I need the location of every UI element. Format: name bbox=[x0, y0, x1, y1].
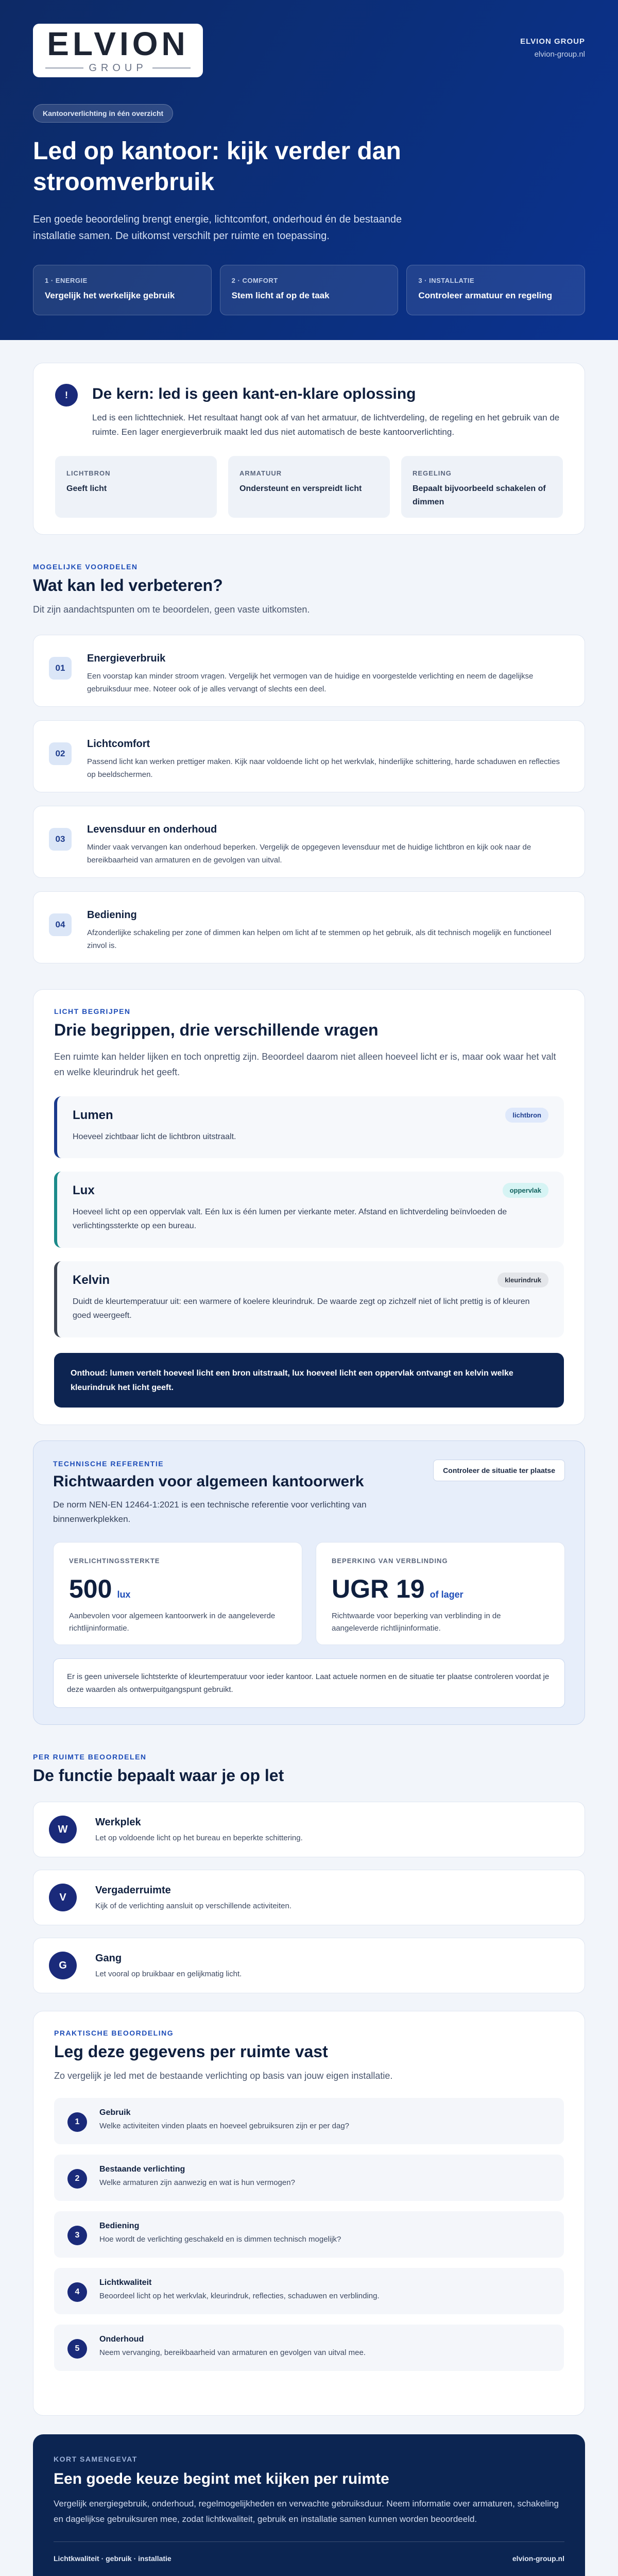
benefit-text: Afzonderlijke schakeling per zone of dimmen kan helpen om licht af te stemmen op het gebruik, als dit technisch mogelijk en functioneel zinvol is. bbox=[87, 928, 552, 950]
page-title: Led op kantoor: kijk verder dan stroomverbruik bbox=[33, 138, 401, 196]
techref-subtitle: De norm NEN-EN 12464-1:2021 is een technische referentie voor verlichting van binnenwerkplekken. bbox=[53, 1500, 367, 1524]
step-text: Hoe wordt de verlichting geschakeld en is dimmen technisch mogelijk? bbox=[99, 2235, 341, 2244]
section-subtitle: Dit zijn aandachtspunten om te beoordelen, geen vaste uitkomsten. bbox=[33, 604, 310, 615]
hero-card-label: 1 · ENERGIE bbox=[45, 277, 88, 284]
summary-text: Vergelijk energiegebruik, onderhoud, regelmogelijkheden en verwachte gebruiksduur. Neem informatie over armaturen, schakeling en dagelijkse gebruiksuren mee, zodat lichtkwaliteit, gebruik en installatie samen kunnen worden beoordeeld. bbox=[54, 2499, 559, 2524]
techref-section bbox=[33, 1440, 585, 1725]
room-text: Let vooral op bruikbaar en gelijkmatig licht. bbox=[95, 1970, 242, 1978]
benefit-number: 04 bbox=[49, 913, 72, 936]
section-tag: PER RUIMTE BEOORDELEN bbox=[33, 1753, 147, 1761]
concept-lumen bbox=[54, 1096, 564, 1158]
section-subtitle: Een ruimte kan helder lijken en toch onprettig zijn. Beoordeel daarom niet alleen hoeveel licht er is, maar ook waar het valt en welke kleurindruk het geeft. bbox=[54, 1052, 556, 1077]
logo-line-right bbox=[152, 67, 191, 69]
summary-divider bbox=[54, 2541, 564, 2542]
techref-card-lux bbox=[53, 1542, 302, 1645]
concept-title: Lux bbox=[73, 1183, 95, 1197]
room-text: Kijk of de verlichting aansluit op verschillende activiteiten. bbox=[95, 1902, 292, 1910]
benefit-title: Levensduur en onderhoud bbox=[87, 824, 217, 835]
step-title: Gebruik bbox=[99, 2108, 131, 2117]
techref-note: Er is geen universele lichtsterkte of kleurtemperatuur voor ieder kantoor. Laat actuele normen en de situatie ter plaatse controleren voordat je deze waarden als ontwerpuitgangspunt gebruikt. bbox=[53, 1658, 565, 1708]
concept-tag: kleurindruk bbox=[497, 1273, 548, 1287]
core-box-text: Bepaalt bijvoorbeeld schakelen of dimmen bbox=[413, 484, 546, 506]
step-number: 1 bbox=[67, 2112, 87, 2132]
techref-card-unit: of lager bbox=[430, 1589, 464, 1600]
practical-item bbox=[54, 2325, 564, 2371]
room-item bbox=[33, 1870, 585, 1925]
core-text: Led is een lichttechniek. Het resultaat hangt ook af van het armatuur, de lichtverdeling, de regeling en het gebruik van de ruimte. Een lager energieverbruik maakt led dus niet automatisch de beste kantoorverlichting. bbox=[92, 413, 560, 437]
section-title: Drie begrippen, drie verschillende vragen bbox=[54, 1021, 379, 1039]
hero-card-installatie bbox=[406, 265, 585, 315]
section-title: Wat kan led verbeteren? bbox=[33, 576, 223, 595]
core-box-label: ARMATUUR bbox=[239, 469, 282, 477]
concept-title: Kelvin bbox=[73, 1273, 110, 1287]
core-boxes bbox=[55, 456, 563, 518]
core-box-armatuur bbox=[228, 456, 390, 518]
techref-cards bbox=[53, 1542, 565, 1645]
practical-section bbox=[33, 2011, 585, 2416]
concept-note: Onthoud: lumen vertelt hoeveel licht een bron uitstraalt, lux hoeveel licht een oppervlak ontvangt en kelvin welke kleurindruk het licht geeft. bbox=[54, 1353, 564, 1408]
hero bbox=[0, 0, 618, 340]
summary-title: Een goede keuze begint met kijken per ruimte bbox=[54, 2470, 389, 2487]
concept-tag: lichtbron bbox=[505, 1108, 548, 1123]
benefit-title: Lichtcomfort bbox=[87, 738, 150, 750]
hero-lead: Een goede beoordeling brengt energie, lichtcomfort, onderhoud én de bestaande installatie samen. De uitkomst verschilt per ruimte en toepassing. bbox=[33, 214, 402, 242]
core-box-regeling bbox=[401, 456, 563, 518]
hero-card-label: 2 · COMFORT bbox=[231, 277, 278, 284]
section-tag: LICHT BEGRIJPEN bbox=[54, 1007, 131, 1015]
website-link[interactable]: elvion-group.nl bbox=[534, 50, 585, 59]
summary-section bbox=[33, 2434, 585, 2576]
benefit-item bbox=[33, 635, 585, 707]
rooms-section bbox=[33, 1753, 585, 1993]
benefit-item bbox=[33, 720, 585, 792]
benefit-item bbox=[33, 806, 585, 878]
room-title: Gang bbox=[95, 1953, 122, 1964]
room-letter-icon: G bbox=[49, 1952, 77, 1979]
hero-card-text: Vergelijk het werkelijke gebruik bbox=[45, 291, 175, 300]
techref-card-unit: lux bbox=[117, 1589, 131, 1600]
step-title: Lichtkwaliteit bbox=[99, 2278, 152, 2287]
main-content bbox=[0, 363, 618, 2576]
hero-card-comfort bbox=[220, 265, 399, 315]
summary-footer bbox=[54, 2554, 564, 2563]
concept-title: Lumen bbox=[73, 1108, 113, 1122]
logo-line-left bbox=[45, 67, 83, 69]
exclamation-icon: ! bbox=[55, 384, 78, 406]
practical-item bbox=[54, 2268, 564, 2314]
benefit-text: Minder vaak vervangen kan onderhoud beperken. Vergelijk de opgegeven levensduur met de huidige lichtbron en kijk ook naar de bereikbaarheid van armaturen en de gevolgen van uitval. bbox=[87, 843, 531, 865]
concept-tag: oppervlak bbox=[503, 1183, 548, 1198]
step-title: Onderhoud bbox=[99, 2335, 144, 2344]
concept-text: Duidt de kleurtemperatuur uit: een warmere of koelere kleurindruk. De waarde zegt op zichzelf niet of licht prettig is of kleuren goed weergeeft. bbox=[73, 1297, 530, 1320]
step-number: 3 bbox=[67, 2226, 87, 2245]
section-title: Leg deze gegevens per ruimte vast bbox=[54, 2042, 328, 2061]
room-text: Let op voldoende licht op het bureau en beperkte schittering. bbox=[95, 1834, 303, 1842]
hero-meta bbox=[520, 37, 585, 59]
core-box-lichtbron bbox=[55, 456, 217, 518]
concepts-section bbox=[33, 989, 585, 1425]
company-name: ELVION GROUP bbox=[520, 37, 585, 46]
techref-card-value: UGR 19 bbox=[332, 1574, 425, 1603]
core-box-label: LICHTBRON bbox=[66, 469, 111, 477]
benefit-text: Passend licht kan werken prettiger maken. Kijk naar voldoende licht op het werkvlak, hinderlijke schittering, harde schaduwen en reflecties op beeldschermen. bbox=[87, 757, 560, 779]
hero-card-label: 3 · INSTALLATIE bbox=[418, 277, 475, 284]
concept-text: Hoeveel zichtbaar licht de lichtbron uitstraalt. bbox=[73, 1132, 236, 1141]
step-number: 2 bbox=[67, 2169, 87, 2189]
benefit-number: 03 bbox=[49, 828, 72, 851]
hero-card-text: Stem licht af op de taak bbox=[231, 291, 330, 300]
core-box-text: Geeft licht bbox=[66, 484, 107, 493]
step-number: 5 bbox=[67, 2339, 87, 2359]
room-letter-icon: W bbox=[49, 1816, 77, 1843]
core-box-label: REGELING bbox=[413, 469, 452, 477]
core-title: De kern: led is geen kant-en-klare oplossing bbox=[92, 385, 416, 402]
benefit-title: Bediening bbox=[87, 909, 137, 921]
step-number: 4 bbox=[67, 2282, 87, 2302]
step-title: Bestaande verlichting bbox=[99, 2165, 185, 2174]
step-text: Beoordeel licht op het werkvlak, kleurindruk, reflecties, schaduwen en verblinding. bbox=[99, 2292, 380, 2300]
room-letter-icon: V bbox=[49, 1884, 77, 1911]
section-subtitle: Zo vergelijk je led met de bestaande verlichting op basis van jouw eigen installatie. bbox=[54, 2071, 393, 2081]
section-tag: MOGELIJKE VOORDELEN bbox=[33, 563, 138, 571]
hero-card-text: Controleer armatuur en regeling bbox=[418, 291, 553, 300]
practical-item bbox=[54, 2098, 564, 2144]
logo-wordmark: ELVION bbox=[47, 25, 189, 62]
section-tag: TECHNISCHE REFERENTIE bbox=[53, 1460, 164, 1468]
step-title: Bediening bbox=[99, 2222, 140, 2230]
logo-sub-text: GROUP bbox=[89, 62, 147, 74]
check-situation-button[interactable]: Controleer de situatie ter plaatse bbox=[433, 1460, 565, 1481]
room-title: Vergaderruimte bbox=[95, 1885, 171, 1896]
concepts-list bbox=[54, 1096, 564, 1337]
logo-subtitle bbox=[45, 62, 190, 74]
step-text: Welke armaturen zijn aanwezig en wat is hun vermogen? bbox=[99, 2178, 295, 2187]
room-title: Werkplek bbox=[95, 1817, 141, 1828]
hero-card-energie bbox=[33, 265, 212, 315]
hero-cards bbox=[33, 265, 585, 315]
benefit-title: Energieverbruik bbox=[87, 653, 166, 664]
section-title: Richtwaarden voor algemeen kantoorwerk bbox=[53, 1473, 364, 1490]
techref-card-ugr bbox=[316, 1542, 565, 1645]
company-logo[interactable] bbox=[33, 24, 203, 77]
section-title: De functie bepaalt waar je op let bbox=[33, 1766, 284, 1785]
concept-kelvin bbox=[54, 1261, 564, 1337]
benefit-number: 02 bbox=[49, 742, 72, 765]
practical-item bbox=[54, 2155, 564, 2201]
summary-footer-keywords: Lichtkwaliteit · gebruik · installatie bbox=[54, 2554, 171, 2563]
summary-tag: KORT SAMENGEVAT bbox=[54, 2455, 138, 2463]
benefit-item bbox=[33, 891, 585, 963]
techref-card-text: Aanbevolen voor algemeen kantoorwerk in de aangeleverde richtlijninformatie. bbox=[69, 1612, 276, 1633]
practical-list bbox=[54, 2098, 564, 2371]
section-tag: PRAKTISCHE BEOORDELING bbox=[54, 2029, 174, 2037]
benefits-list bbox=[33, 635, 585, 963]
hero-pill: Kantoorverlichting in één overzicht bbox=[33, 104, 173, 123]
techref-card-label: VERLICHTINGSSTERKTE bbox=[69, 1557, 160, 1565]
room-item bbox=[33, 1802, 585, 1857]
footer-website-link[interactable]: elvion-group.nl bbox=[512, 2554, 564, 2563]
practical-item bbox=[54, 2211, 564, 2258]
step-text: Neem vervanging, bereikbaarheid van armaturen en gevolgen van uitval mee. bbox=[99, 2348, 366, 2357]
techref-card-text: Richtwaarde voor beperking van verblinding in de aangeleverde richtlijninformatie. bbox=[332, 1612, 501, 1633]
techref-card-label: BEPERKING VAN VERBLINDING bbox=[332, 1557, 448, 1565]
benefit-number: 01 bbox=[49, 657, 72, 680]
benefits-section bbox=[33, 563, 585, 963]
techref-card-value: 500 bbox=[69, 1574, 112, 1603]
room-item bbox=[33, 1938, 585, 1993]
core-card bbox=[33, 363, 585, 535]
rooms-list bbox=[33, 1802, 585, 1993]
concept-text: Hoeveel licht op een oppervlak valt. Eén lux is één lumen per vierkante meter. Afstand en lichtverdeling beïnvloeden de verlichtingssterkte op een bureau. bbox=[73, 1208, 507, 1230]
benefit-text: Een voorstap kan minder stroom vragen. Vergelijk het vermogen van de huidige en voorgestelde verlichting en neem de dagelijkse gebruiksduur mee. Noteer ook of je alles vervangt of slechts een deel. bbox=[87, 672, 534, 693]
core-box-text: Ondersteunt en verspreidt licht bbox=[239, 484, 362, 493]
step-text: Welke activiteiten vinden plaats en hoeveel gebruiksuren zijn er per dag? bbox=[99, 2122, 350, 2130]
concept-lux bbox=[54, 1172, 564, 1248]
